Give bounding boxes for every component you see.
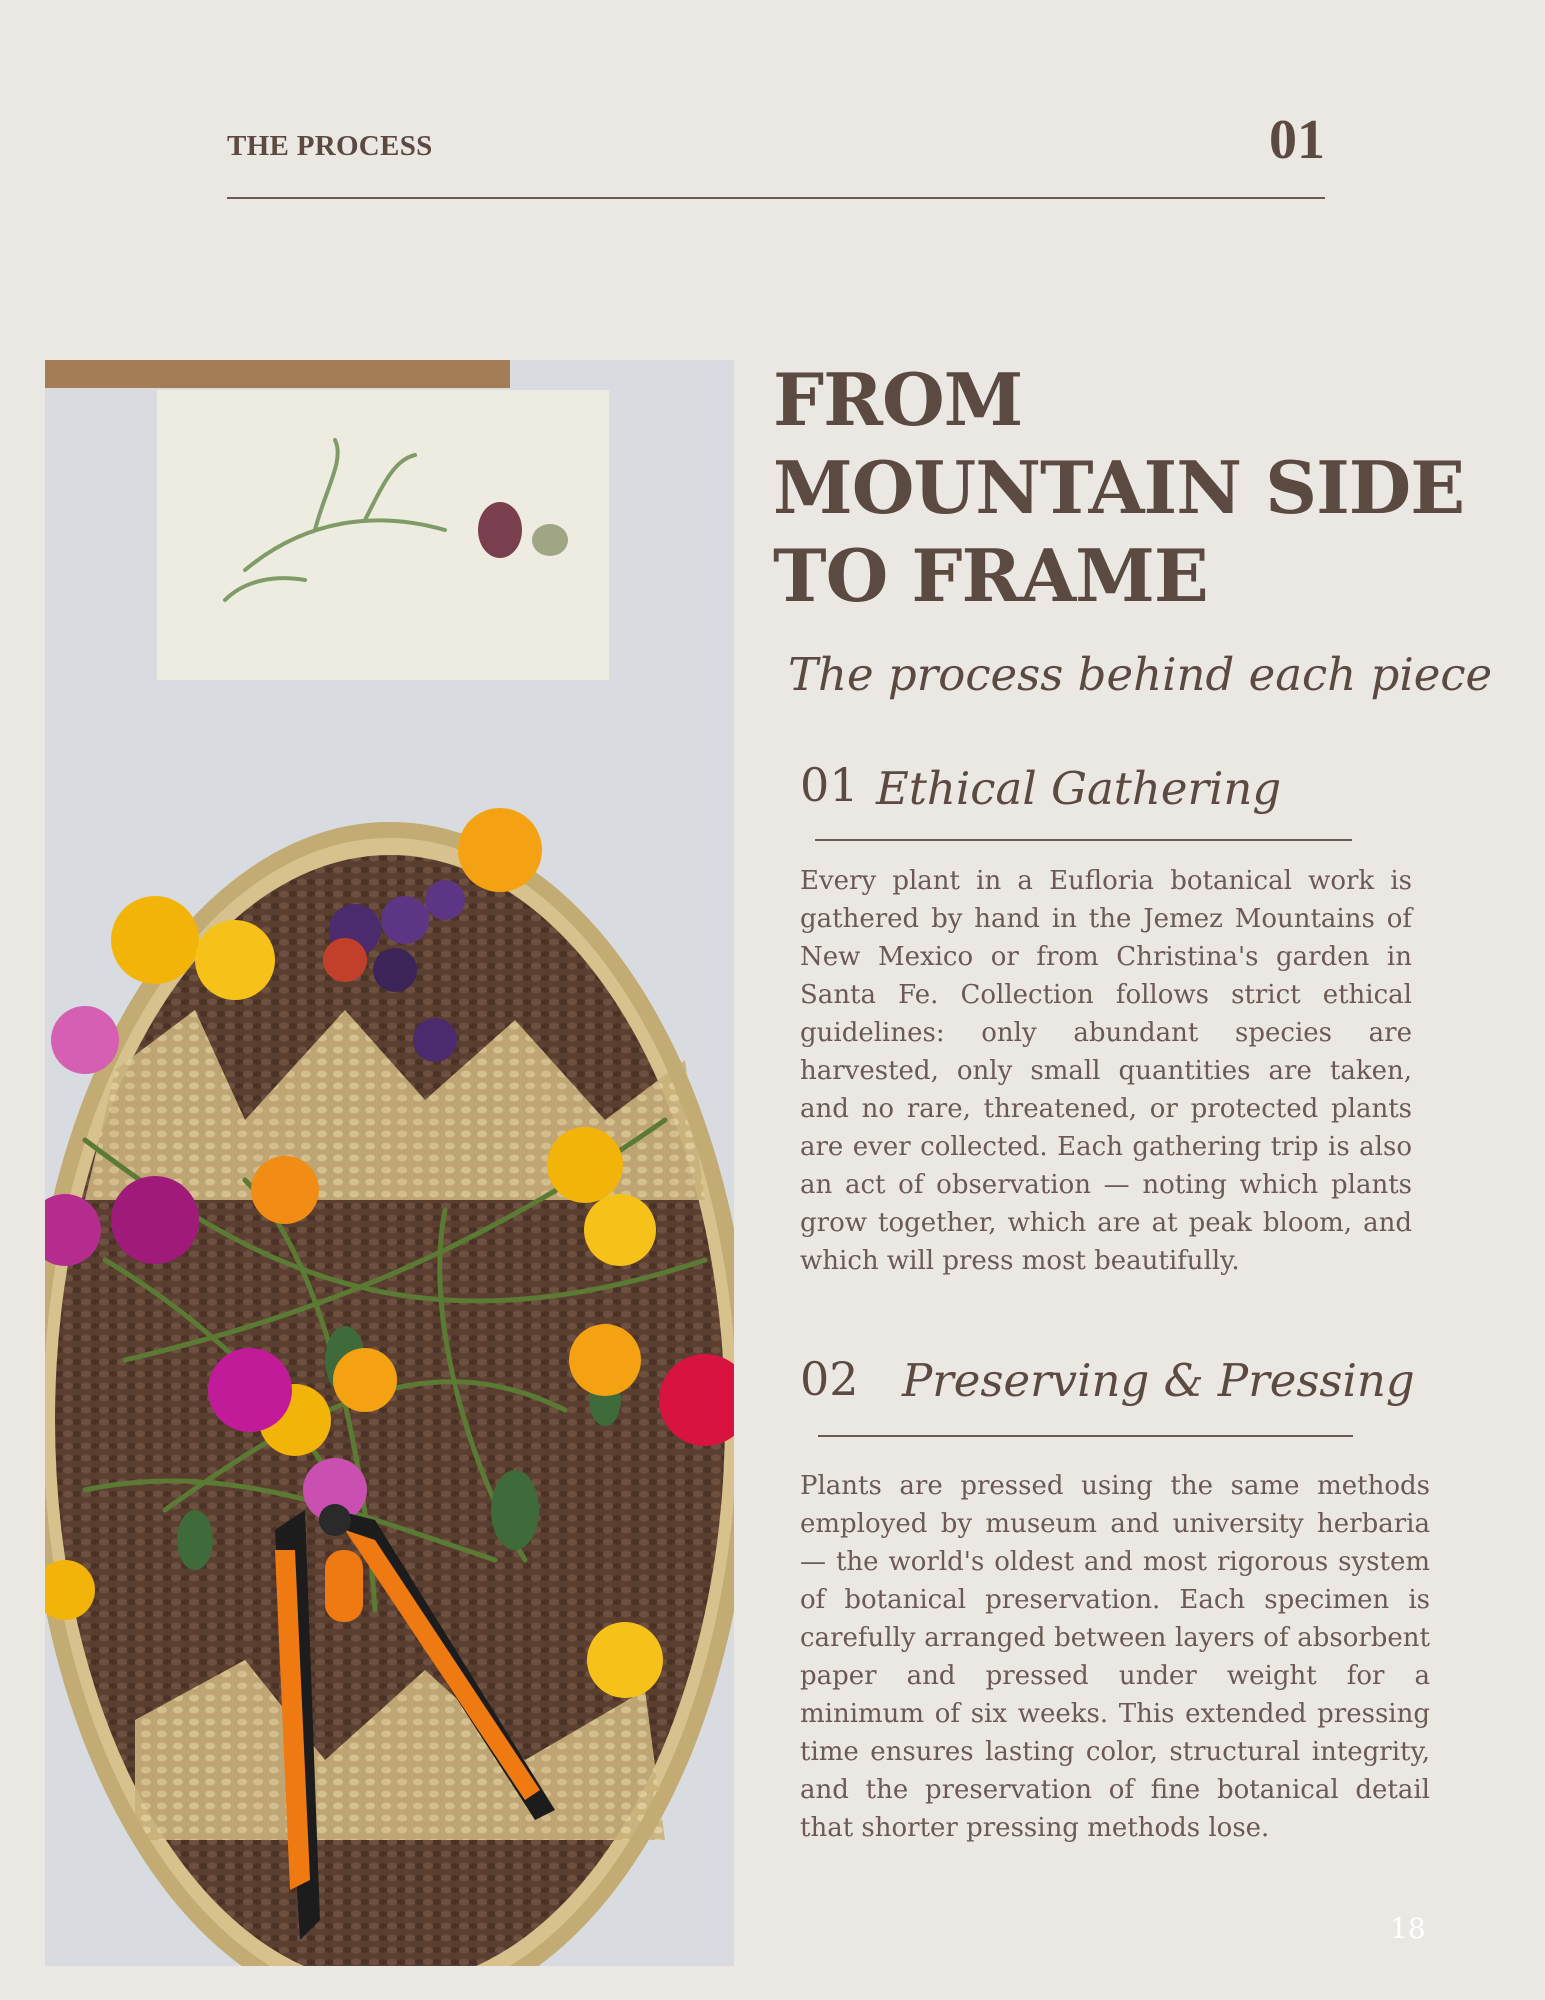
flowers-basket-photo xyxy=(45,360,734,1966)
step-divider xyxy=(818,1435,1353,1437)
page-header xyxy=(227,108,1325,200)
title-line: TO FRAME xyxy=(773,533,1208,618)
step-number: 02 xyxy=(800,1352,859,1406)
section-number: 01 xyxy=(1269,109,1325,171)
step-number: 01 xyxy=(800,758,859,812)
step-title: Ethical Gathering xyxy=(876,762,1282,815)
step-body: Plants are pressed using the same methods employed by museum and university herbaria — the world's oldest and most rigorous system of botanical preservation. Each specimen is carefully arranged between layers of absorbent paper and pressed under weight for a minimum of six weeks. This extended pressing time ensures lasting color, structural integrity, and the preservation of fine botanical detail that shorter pressing methods lose. xyxy=(800,1471,1430,1843)
header-divider xyxy=(227,197,1325,199)
step-divider xyxy=(815,839,1352,841)
step-body: Every plant in a Eufloria botanical work is gathered by hand in the Jemez Mountains of New Mexico or from Christina's garden in Santa Fe. Collection follows strict ethical guidelines: only abundant species are harvested, only small quantities are taken, and no rare, threatened, or protected plants are ever collected. Each gathering trip is also an act of observation — noting which plants grow together, which are at peak bloom, and which will press most beautifully. xyxy=(800,866,1412,1276)
page-subtitle: The process behind each piece xyxy=(788,648,1493,701)
page-title xyxy=(773,356,1493,620)
title-line: FROM xyxy=(773,357,1023,442)
section-label: THE PROCESS xyxy=(227,130,433,162)
page-number: 18 xyxy=(1390,1912,1426,1945)
title-line: MOUNTAIN SIDE xyxy=(773,445,1465,530)
step-title: Preserving & Pressing xyxy=(902,1354,1415,1407)
